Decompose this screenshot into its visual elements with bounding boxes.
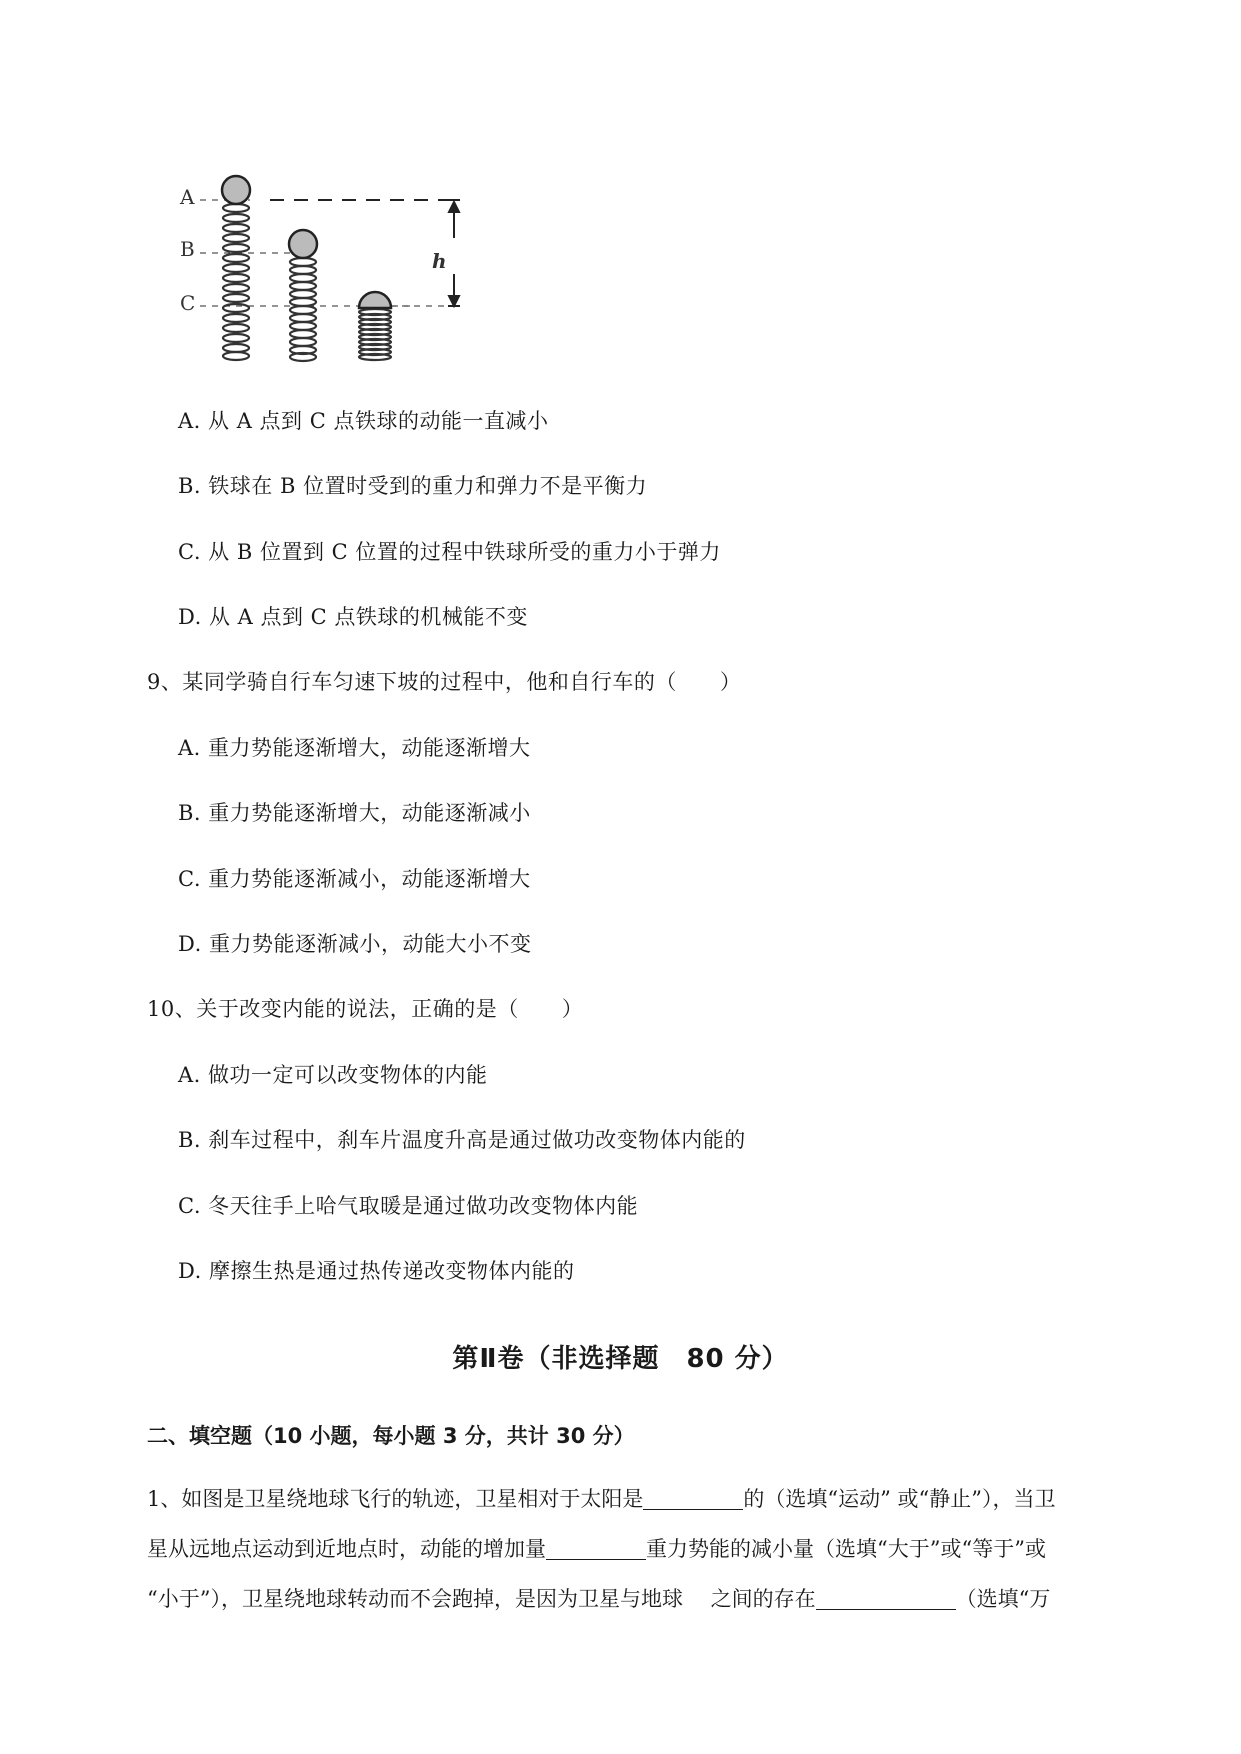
q9-option-c: C. 重力势能逐渐减小，动能逐渐增大 (178, 867, 531, 891)
fill1-text-3b: （选填“万 (955, 1587, 1051, 1611)
ball-b (289, 230, 317, 258)
fill1-text-3a: “小于”），卫星绕地球转动而不会跑掉，是因为卫星与地球 之间的存在 (147, 1587, 816, 1611)
fill1-line-2 (147, 1534, 1157, 1564)
q10-stem: 10、关于改变内能的说法，正确的是（ ） (147, 997, 584, 1021)
fill1-blank-3[interactable] (816, 1587, 956, 1610)
fill1-blank-2[interactable] (546, 1537, 646, 1560)
ball-c (359, 292, 391, 308)
q8-option-c: C. 从 B 位置到 C 位置的过程中铁球所受的重力小于弹力 (178, 540, 721, 564)
height-arrowhead-down (449, 296, 459, 306)
height-arrowhead-up (449, 202, 459, 212)
label-a: A (180, 185, 195, 209)
fill1-text-2b: 重力势能的减小量（选填“大于”或“等于”或 (646, 1537, 1046, 1561)
fill1-line-1 (147, 1484, 1157, 1514)
fill1-text-1b: 的（选填“运动” 或“静止”），当卫 (743, 1487, 1056, 1511)
part-title: 二、填空题（10 小题，每小题 3 分，共计 30 分） (147, 1424, 635, 1448)
ball-a (222, 176, 250, 204)
q10-option-a: A. 做功一定可以改变物体的内能 (178, 1063, 488, 1087)
q10-option-d: D. 摩擦生热是通过热传递改变物体内能的 (178, 1259, 575, 1283)
q8-option-a: A. 从 A 点到 C 点铁球的动能一直减小 (178, 409, 549, 433)
q9-option-a: A. 重力势能逐渐增大，动能逐渐增大 (178, 736, 531, 760)
fill1-text-1a: 1、如图是卫星绕地球飞行的轨迹，卫星相对于太阳是 (147, 1487, 644, 1511)
q10-option-c: C. 冬天往手上哈气取暖是通过做功改变物体内能 (178, 1194, 639, 1218)
q10-option-b: B. 刹车过程中，刹车片温度升高是通过做功改变物体内能的 (178, 1128, 746, 1152)
q9-stem: 9、某同学骑自行车匀速下坡的过程中，他和自行车的（ ） (147, 670, 742, 694)
fill1-line-3 (147, 1584, 1157, 1614)
fill1-blank-1[interactable] (643, 1487, 743, 1510)
label-h: h (432, 249, 447, 273)
q8-option-d: D. 从 A 点到 C 点铁球的机械能不变 (178, 605, 528, 629)
spring-1 (223, 204, 249, 360)
spring-2 (290, 258, 316, 361)
fill1-text-2a: 星从远地点运动到近地点时，动能的增加量 (147, 1537, 546, 1561)
spring-3 (359, 309, 391, 360)
label-c: C (180, 291, 196, 315)
spring-ball-figure (170, 160, 470, 365)
q9-option-b: B. 重力势能逐渐增大，动能逐渐减小 (178, 801, 531, 825)
section-title: 第Ⅱ卷（非选择题 80 分） (452, 1344, 789, 1374)
label-b: B (180, 237, 195, 261)
q9-option-d: D. 重力势能逐渐减小，动能大小不变 (178, 932, 532, 956)
q8-option-b: B. 铁球在 B 位置时受到的重力和弹力不是平衡力 (178, 474, 648, 498)
